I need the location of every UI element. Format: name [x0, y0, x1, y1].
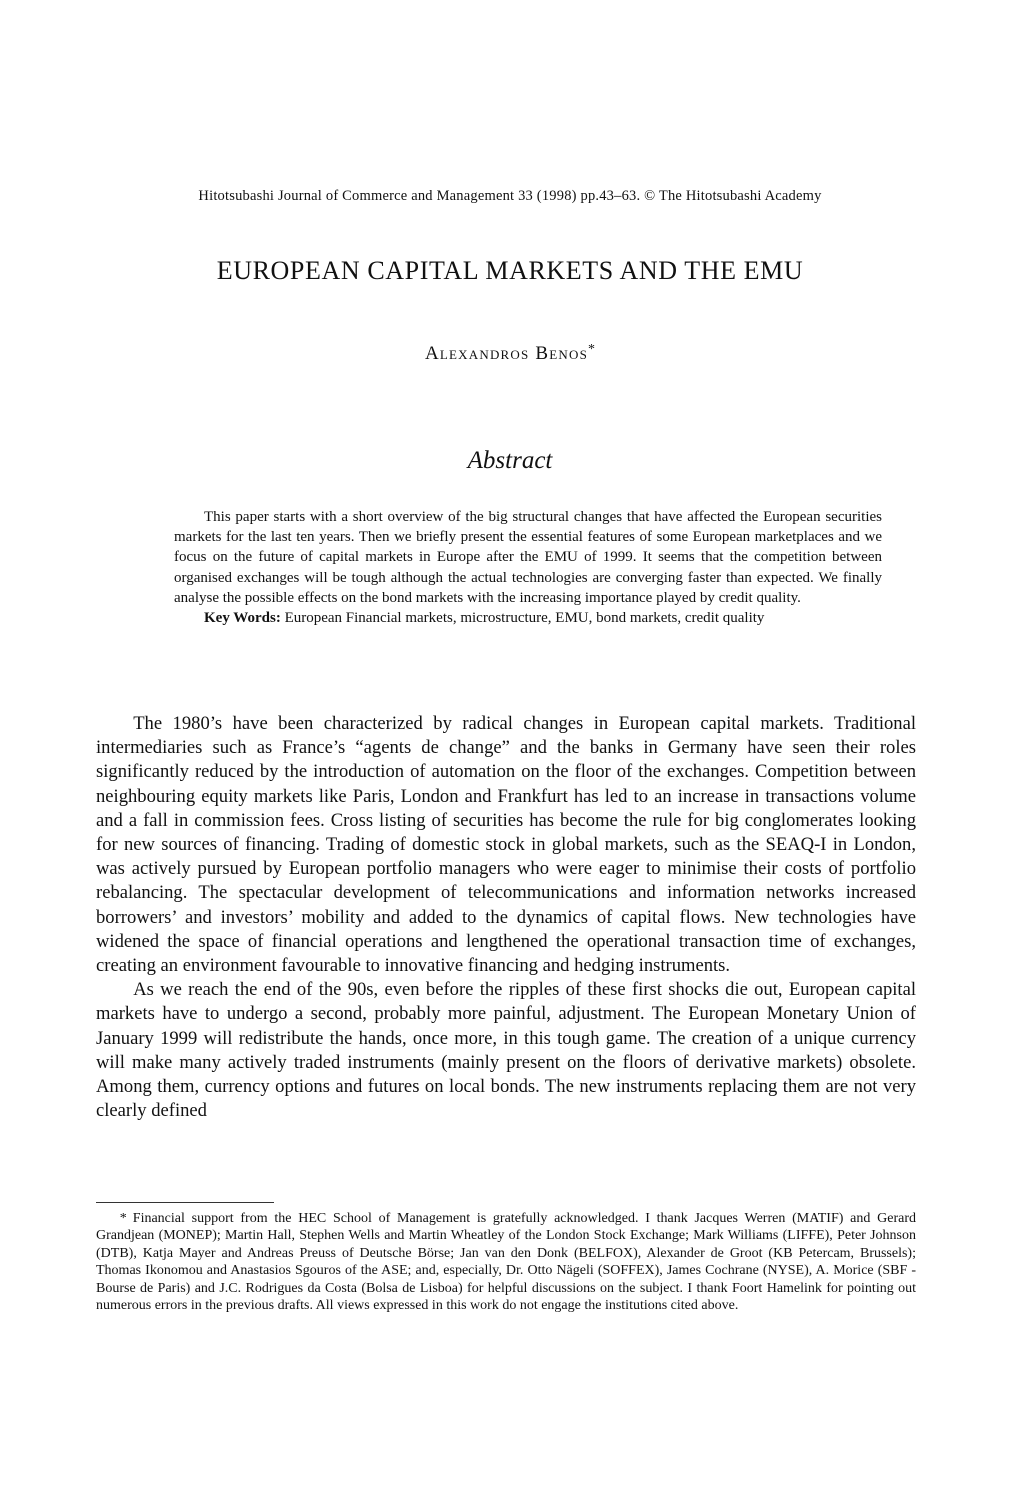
article-title: EUROPEAN CAPITAL MARKETS AND THE EMU — [216, 256, 804, 285]
abstract-block — [174, 507, 882, 628]
body-text — [96, 712, 916, 1123]
keywords-label: Key Words: — [204, 610, 281, 627]
footnote-paragraph — [96, 1210, 916, 1314]
running-header: Hitotsubashi Journal of Commerce and Management 33 (1998) pp.43–63. © The Hitotsubashi Academy — [198, 188, 822, 204]
footnote-text: Financial support from the HEC School of Management is gratefully acknowledged. I thank Jacques Werren (MATIF) and Gerard Grandjean (MONEP); Martin Hall, Stephen Wells and Martin Wheatley of the London Stock Exchange; Mark Williams (LIFFE), Peter Johnson (DTB), Katja Mayer and Andreas Preuss of Deutsche Börse; Jan van den Donk (BELFOX), Alexander de Groot (KB Petercam, Brussels); Thomas Ikonomou and Anastasios Sgouros of the ASE; and, especially, Dr. Otto Nägeli (SOFFEX), James Cochrane (NYSE), A. Morice (SBF - Bourse de Paris) and J.C. Rodrigues da Costa (Bolsa de Lisboa) for helpful discussions on the subject. I thank Foort Hamelink for pointing out numerous errors in the previous drafts. All views expressed in this work do not engage the institutions cited above. — [96, 1211, 916, 1314]
keywords-text: European Financial markets, microstructure, EMU, bond markets, credit quality — [284, 610, 765, 627]
author-line — [0, 342, 1020, 365]
body-paragraph: As we reach the end of the 90s, even before the ripples of these first shocks die out, European capital markets have to undergo a second, probably more painful, adjustment. The European Monetary Union of January 1999 will redistribute the hands, once more, in this tough game. The creation of a unique currency will make many actively traded instruments (mainly present on the floors of derivative markets) obsolete. Among them, currency options and futures on local bonds. The new instruments replacing them are not very clearly defined — [96, 979, 916, 1122]
footnote-mark: * — [119, 1211, 127, 1226]
footnote-divider — [96, 1202, 274, 1203]
abstract-heading: Abstract — [467, 447, 553, 474]
abstract-text: This paper starts with a short overview of the big structural changes that have affected the European securities markets for the last ten years. Then we briefly present the essential features of some European marketplaces and we focus on the future of capital markets in Europe after the EMU of 1999. It seems that the competition between organised exchanges will be tough although the actual technologies are converging faster than expected. We finally analyse the possible effects on the bond markets with the increasing importance played by credit quality. — [174, 509, 882, 606]
author-name: Alexandros Benos — [424, 343, 588, 364]
author-footnote-mark: * — [588, 342, 595, 357]
footnote — [96, 1210, 916, 1314]
body-paragraph: The 1980’s have been characterized by radical changes in European capital markets. Traditional intermediaries such as France’s “agents de change” and the banks in Germany have seen their roles significantly reduced by the introduction of automation on the floor of the exchanges. Competition between neighbouring equity markets like Paris, London and Frankfurt has led to an increase in transactions volume and a fall in commission fees. Cross listing of securities has become the rule for big conglomerates looking for new sources of financing. Trading of domestic stock in global markets, such as the SEAQ-I in London, was actively pursued by European portfolio managers who were eager to minimise their costs of portfolio rebalancing. The spectacular development of telecommunications and information networks increased borrowers’ and investors’ mobility and added to the dynamics of capital flows. New technologies have widened the space of financial operations and lengthened the operational transaction time of exchanges, creating an environment favourable to innovative financing and hedging instruments. — [96, 713, 916, 977]
keywords-line — [174, 608, 882, 628]
